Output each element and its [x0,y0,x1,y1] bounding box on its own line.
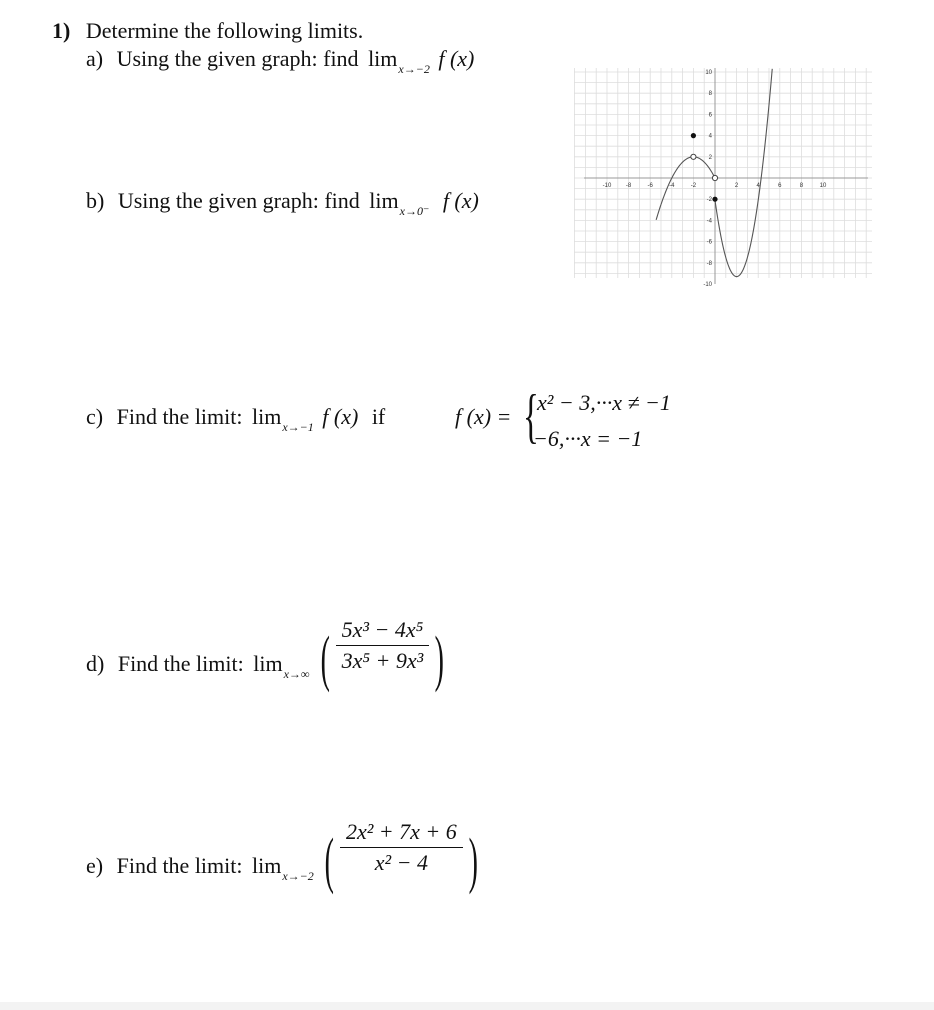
part-a [86,46,475,76]
part-b-text: Using the given graph: find [117,188,360,213]
part-c-text: Find the limit: [116,404,243,429]
part-b [86,188,479,218]
part-e [86,812,483,895]
page-bottom-strip [0,1002,934,1010]
part-d-denominator: 3x⁵ + 9x³ [341,648,424,673]
part-e-label: e) [86,852,104,878]
part-d-numerator: 5x³ − 4x⁵ [336,617,430,646]
part-d-close-paren: ) [434,625,445,693]
x-tick-label: -10 [602,183,612,189]
part-e-fraction [340,819,463,876]
y-tick-label: 4 [708,133,712,140]
graph-curve-right [715,69,772,277]
part-c [86,404,386,434]
part-c-fx: f (x) [322,404,359,429]
question-title: Determine the following limits. [85,18,364,43]
y-tick-label: 8 [708,91,712,98]
part-e-lim-sub: x→−2 [282,868,314,883]
function-graph [572,62,874,288]
part-e-lim: lim [252,852,282,878]
x-tick-label: -4 [669,183,675,189]
y-tick-label: 2 [708,154,712,161]
x-tick-label: 2 [734,183,739,189]
question-number: 1) [52,18,71,43]
part-d-lim: lim [253,650,283,676]
x-tick-label: 6 [778,183,782,189]
part-e-open-paren: ( [324,827,335,895]
part-c-case-2: −6,···x = −1 [533,426,643,451]
part-c-lim: lim [252,404,282,429]
part-a-lim-sub: x→−2 [398,62,430,76]
y-tick-label: -10 [703,282,712,288]
part-c-label: c) [86,404,104,429]
part-a-label: a) [86,46,104,71]
part-b-label: b) [86,188,105,213]
open-point [712,175,717,180]
x-tick-label: 4 [756,183,760,189]
part-e-denominator: x² − 4 [374,850,428,875]
part-d [86,610,450,693]
y-tick-label: 6 [708,112,712,119]
part-c-if: if [371,404,386,429]
x-tick-label: -8 [625,183,632,189]
x-tick-label: 8 [799,183,804,189]
part-e-text: Find the limit: [116,852,243,878]
x-tick-label: -2 [690,183,697,189]
y-tick-label: 10 [705,70,712,76]
closed-point [691,133,696,138]
part-d-text: Find the limit: [117,650,244,676]
y-tick-label: -8 [706,260,712,267]
part-d-label: d) [86,650,105,676]
part-c-lim-sub: x→−1 [282,420,314,434]
part-c-case-1: x² − 3,···x ≠ −1 [537,390,671,415]
y-tick-label: -4 [706,218,712,225]
part-a-lim: lim [368,46,398,71]
part-b-lim-sub: x→0⁻ [399,204,430,218]
open-point [691,154,696,159]
y-tick-label: -6 [706,239,712,246]
part-a-text: Using the given graph: find [116,46,359,71]
part-b-lim: lim [369,188,399,213]
part-e-numerator: 2x² + 7x + 6 [340,819,463,848]
y-tick-label: -2 [706,197,712,204]
x-tick-label: -6 [647,183,653,189]
part-b-fx: f (x) [442,188,479,213]
part-e-close-paren: ) [468,827,478,895]
part-c-def-lhs: f (x) = [455,404,512,429]
x-tick-label: 10 [819,183,827,189]
part-a-fx: f (x) [438,46,475,71]
closed-point [712,197,717,202]
part-d-fraction [336,617,430,674]
part-d-lim-sub: x→∞ [283,666,310,681]
question-header [52,18,363,44]
part-d-open-paren: ( [320,625,330,693]
left-brace: { [523,383,539,449]
